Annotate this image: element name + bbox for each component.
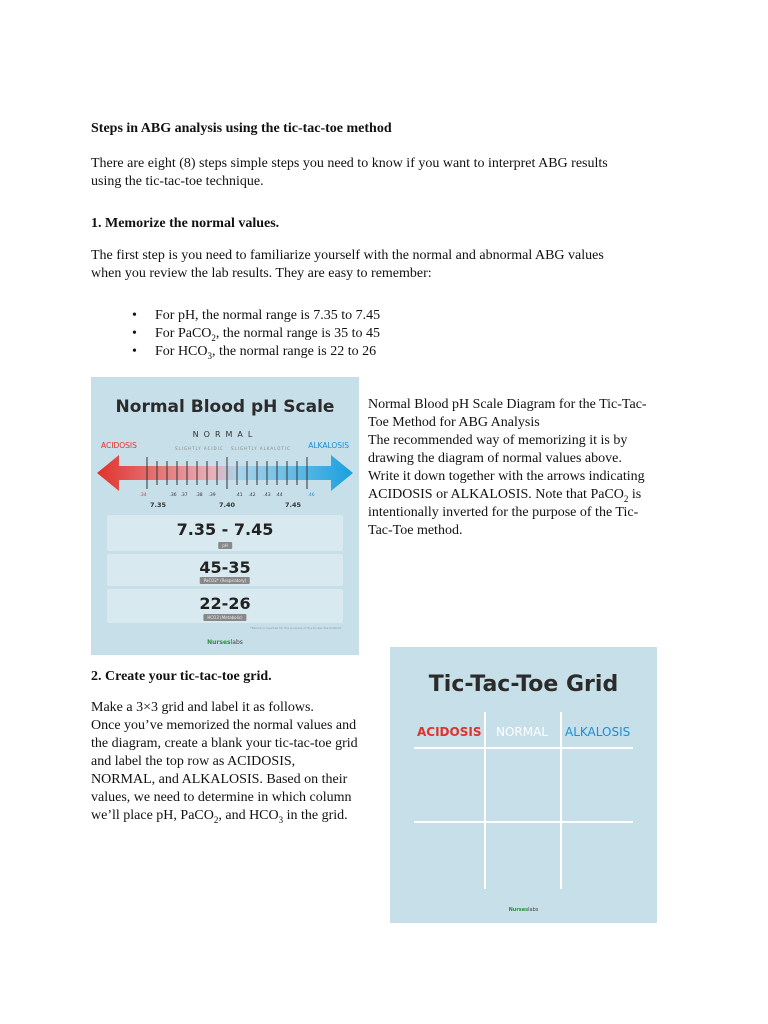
grid-header-alkalosis: ALKALOSIS xyxy=(565,725,631,739)
caption-line: The recommended way of memorizing it is by xyxy=(368,433,628,448)
paco2-range-value: 45-35 xyxy=(199,558,251,577)
intro-line: There are eight (8) steps simple steps you need to know if you want to interpret ABG results xyxy=(91,156,608,171)
hco3-range-box xyxy=(107,589,343,623)
scale-right-end: .46 xyxy=(307,493,315,498)
hco3-range-label: HCO3 (Metabolic) xyxy=(203,614,246,621)
list-item xyxy=(91,343,491,361)
grid-header-normal: NORMAL xyxy=(496,725,549,739)
grid-header-acidosis: ACIDOSIS xyxy=(417,725,482,739)
nurseslabs-logo: Nurseslabs xyxy=(207,639,243,646)
subscript: 3 xyxy=(207,350,213,361)
tick-label: .37 xyxy=(180,493,188,498)
list-item-text: , the normal range is 22 to 26 xyxy=(212,344,377,359)
alkalosis-label: ALKALOSIS xyxy=(308,441,349,450)
bullet-icon: • xyxy=(132,326,137,341)
step1-heading: 1. Memorize the normal values. xyxy=(91,216,280,231)
step2-line: Once you’ve memorized the normal values and xyxy=(91,718,357,733)
intro-paragraph xyxy=(91,155,608,191)
figure-note: *PaCO2 is inverted for the purpose of the tic-tac-toe method xyxy=(250,626,341,630)
step2-line: NORMAL, and ALKALOSIS. Based on their xyxy=(91,772,348,787)
ph-scale-figure xyxy=(91,377,359,655)
tick-label: .38 xyxy=(195,493,203,498)
major-tick-label: 7.45 xyxy=(284,501,302,507)
step2-line: and label the top row as ACIDOSIS, xyxy=(91,754,296,769)
tick-label: .36 xyxy=(169,493,177,498)
ph-range-box xyxy=(107,515,343,551)
major-tick-label: 7.40 xyxy=(218,501,236,507)
tic-tac-toe-figure xyxy=(390,647,657,923)
step1-line: when you review the lab results. They are easy to remember: xyxy=(91,266,432,281)
list-item-text: For PaCO xyxy=(155,326,212,341)
caption-line: intentionally inverted for the purpose of the Tic- xyxy=(368,505,639,520)
tick-label: .43 xyxy=(263,493,271,498)
subscript: 2 xyxy=(211,332,216,343)
bullet-icon: • xyxy=(132,344,137,359)
step1-line: The first step is you need to familiarize yourself with the normal and abnormal ABG values xyxy=(91,248,604,263)
major-tick-label: 7.35 xyxy=(149,501,167,507)
tick-label: .39 xyxy=(208,493,216,498)
figure1-caption xyxy=(368,396,688,540)
figure-title: Normal Blood pH Scale xyxy=(115,397,335,417)
scale-left-end: .34 xyxy=(139,493,147,498)
caption-title-line: Toe Method for ABG Analysis xyxy=(368,415,540,430)
step2-paragraph xyxy=(91,699,381,825)
section-heading: Steps in ABG analysis using the tic-tac-toe method xyxy=(91,121,392,136)
list-item xyxy=(91,325,491,343)
step2-line: values, we need to determine in which column xyxy=(91,790,352,805)
step2-line: Make a 3×3 grid and label it as follows. xyxy=(91,700,314,715)
nurseslabs-logo: Nurseslabs xyxy=(508,907,539,913)
tick-label: .44 xyxy=(275,493,283,498)
list-item xyxy=(91,307,491,325)
ph-scale-arrow-diagram xyxy=(91,377,359,507)
step1-paragraph xyxy=(91,247,604,283)
step2-line: we’ll place pH, PaCO$_2$, and $HCO_3$ in the grid. xyxy=(91,808,348,825)
list-item-text: , the normal range is 35 to 45 xyxy=(215,326,380,341)
ph-range-value: 7.35 - 7.45 xyxy=(176,520,274,539)
bullet-icon: • xyxy=(132,308,137,323)
caption-title-line: Normal Blood pH Scale Diagram for the Tic-Tac- xyxy=(368,397,647,412)
paco2-range-box xyxy=(107,554,343,586)
caption-line: drawing the diagram of normal values above. xyxy=(368,451,622,466)
caption-line: Write it down together with the arrows indicating xyxy=(368,469,645,484)
slightly-acidic-label: SLIGHTLY ACIDIC xyxy=(175,446,224,451)
normal-label: NORMAL xyxy=(192,430,258,439)
list-item-text: For HCO xyxy=(155,344,208,359)
paco2-range-label: PaCO2* (Respiratory) xyxy=(200,577,250,584)
ph-range-label: pH xyxy=(218,542,232,549)
slightly-alkalotic-label: SLIGHTLY ALKALOTIC xyxy=(231,446,291,451)
tic-tac-toe-grid-lines xyxy=(390,647,657,923)
acidosis-label: ACIDOSIS xyxy=(101,441,137,450)
ph-arrow-shape xyxy=(97,455,353,491)
figure-title: Tic-Tac-Toe Grid xyxy=(428,672,619,697)
caption-line: ACIDOSIS or ALKALOSIS. Note that PaCO$_2$ is xyxy=(368,487,642,504)
step2-heading: 2. Create your tic-tac-toe grid. xyxy=(91,669,272,684)
tick-label: .41 xyxy=(235,493,243,498)
tick-label: .42 xyxy=(248,493,256,498)
hco3-range-value: 22-26 xyxy=(199,594,251,613)
step2-line: the diagram, create a blank your tic-tac-toe grid xyxy=(91,736,358,751)
caption-line: Tac-Toe method. xyxy=(368,523,463,538)
normal-values-list xyxy=(91,307,491,361)
intro-line: using the tic-tac-toe technique. xyxy=(91,174,264,189)
list-item-text: For pH, the normal range is 7.35 to 7.45 xyxy=(155,308,381,323)
